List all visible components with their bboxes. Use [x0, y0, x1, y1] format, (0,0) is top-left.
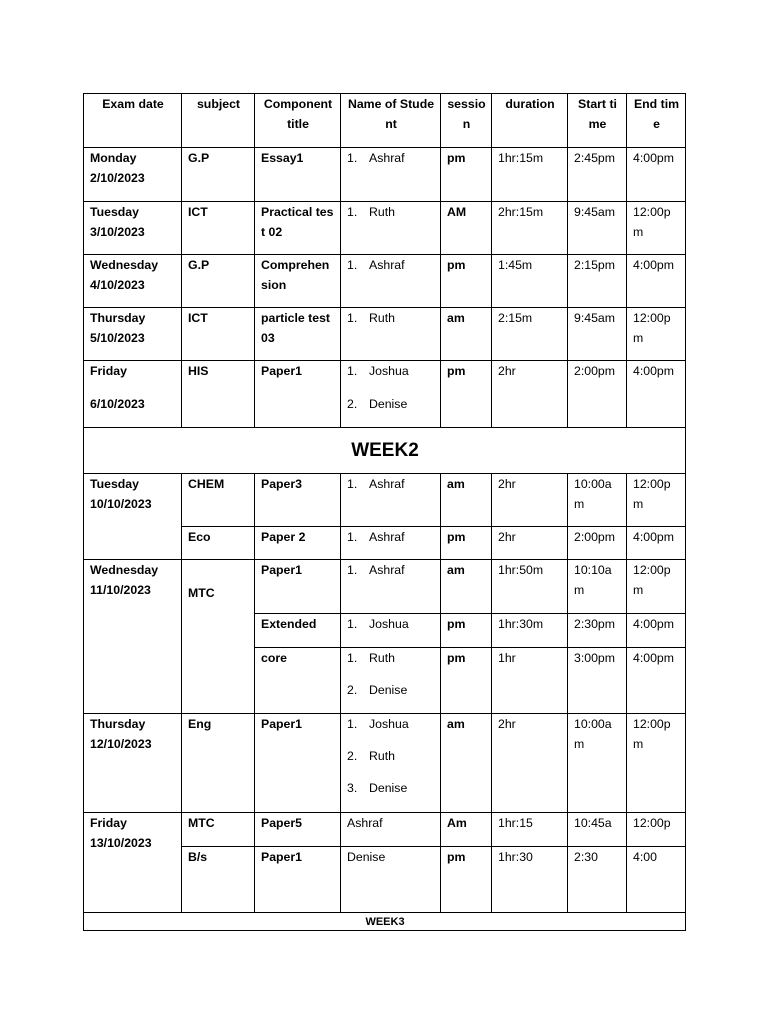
session-cell: pm — [441, 527, 492, 560]
exam-date-cell: Friday 6/10/2023 — [84, 361, 182, 428]
session-cell: AM — [441, 202, 492, 255]
student-cell: 1. Ruth 2. Denise — [341, 648, 441, 714]
component-cell: Paper1 — [255, 847, 341, 913]
student-cell: 1. Joshua 2. Ruth 3. Denise — [341, 714, 441, 813]
subject-cell: ICT — [182, 202, 255, 255]
student-cell: 1. Ashraf — [341, 527, 441, 560]
component-cell: Paper1 — [255, 714, 341, 813]
table-row — [84, 202, 686, 255]
start-time-cell: 2:00pm — [568, 527, 627, 560]
component-cell: particle test 03 — [255, 308, 341, 361]
duration-cell: 1hr — [492, 648, 568, 714]
session-cell: am — [441, 714, 492, 813]
component-cell: Essay1 — [255, 148, 341, 202]
subject-cell: G.P — [182, 148, 255, 202]
session-cell: Am — [441, 813, 492, 847]
header-start-time: Start time — [568, 94, 627, 148]
start-time-cell: 3:00pm — [568, 648, 627, 714]
student-cell: 1. Ruth — [341, 308, 441, 361]
start-time-cell: 9:45am — [568, 308, 627, 361]
table-row — [84, 560, 686, 614]
student-cell: 1. Ashraf — [341, 148, 441, 202]
end-time-cell: 4:00pm — [627, 255, 686, 308]
exam-date-cell: Thursday 12/10/2023 — [84, 714, 182, 813]
component-cell: Comprehension — [255, 255, 341, 308]
start-time-cell: 9:45am — [568, 202, 627, 255]
student-cell: 1. Joshua — [341, 614, 441, 648]
start-time-cell: 10:45a — [568, 813, 627, 847]
start-time-cell: 2:30 — [568, 847, 627, 913]
week-heading-row — [84, 428, 686, 474]
component-cell: Paper5 — [255, 813, 341, 847]
end-time-cell: 4:00pm — [627, 148, 686, 202]
header-row — [84, 94, 686, 148]
subject-cell: ICT — [182, 308, 255, 361]
duration-cell: 1hr:15m — [492, 148, 568, 202]
end-time-cell: 4:00pm — [627, 361, 686, 428]
table-row — [84, 813, 686, 847]
end-time-cell: 12:00pm — [627, 474, 686, 527]
week2-heading: WEEK2 — [84, 428, 686, 474]
table-row — [84, 361, 686, 428]
week3-heading: WEEK3 — [84, 913, 686, 931]
week-heading-row — [84, 913, 686, 931]
subject-cell: Eng — [182, 714, 255, 813]
start-time-cell: 2:15pm — [568, 255, 627, 308]
end-time-cell: 12:00p — [627, 813, 686, 847]
duration-cell: 1hr:50m — [492, 560, 568, 614]
table-row — [84, 148, 686, 202]
duration-cell: 2:15m — [492, 308, 568, 361]
student-cell: 1. Joshua 2. Denise — [341, 361, 441, 428]
table-row — [84, 308, 686, 361]
header-subject: subject — [182, 94, 255, 148]
duration-cell: 2hr — [492, 714, 568, 813]
exam-date-cell: Monday 2/10/2023 — [84, 148, 182, 202]
subject-cell: G.P — [182, 255, 255, 308]
table-row — [84, 474, 686, 527]
exam-date-cell: Wednesday 11/10/2023 — [84, 560, 182, 714]
start-time-cell: 10:00am — [568, 474, 627, 527]
end-time-cell: 12:00pm — [627, 560, 686, 614]
subject-cell: HIS — [182, 361, 255, 428]
end-time-cell: 12:00pm — [627, 308, 686, 361]
table-row — [84, 714, 686, 813]
component-cell: Extended — [255, 614, 341, 648]
session-cell: am — [441, 474, 492, 527]
student-cell: 1. Ashraf — [341, 255, 441, 308]
header-session: session — [441, 94, 492, 148]
subject-cell: Eco — [182, 527, 255, 560]
session-cell: pm — [441, 648, 492, 714]
header-student-name: Name of Student — [341, 94, 441, 148]
student-cell: Denise — [341, 847, 441, 913]
start-time-cell: 2:00pm — [568, 361, 627, 428]
component-cell: Paper3 — [255, 474, 341, 527]
header-end-time: End time — [627, 94, 686, 148]
subject-cell: CHEM — [182, 474, 255, 527]
student-cell: 1. Ashraf — [341, 560, 441, 614]
session-cell: pm — [441, 614, 492, 648]
component-cell: Paper1 — [255, 361, 341, 428]
component-cell: Paper 2 — [255, 527, 341, 560]
end-time-cell: 12:00pm — [627, 202, 686, 255]
session-cell: pm — [441, 255, 492, 308]
duration-cell: 1hr:30 — [492, 847, 568, 913]
subject-cell: MTC — [182, 813, 255, 847]
component-cell: core — [255, 648, 341, 714]
start-time-cell: 2:45pm — [568, 148, 627, 202]
session-cell: pm — [441, 361, 492, 428]
session-cell: am — [441, 560, 492, 614]
duration-cell: 1hr:15 — [492, 813, 568, 847]
start-time-cell: 10:00am — [568, 714, 627, 813]
student-cell: 1. Ashraf — [341, 474, 441, 527]
subject-cell: B/s — [182, 847, 255, 913]
duration-cell: 2hr — [492, 527, 568, 560]
session-cell: pm — [441, 847, 492, 913]
duration-cell: 2hr — [492, 361, 568, 428]
exam-date-cell: Tuesday 3/10/2023 — [84, 202, 182, 255]
exam-date-cell: Wednesday 4/10/2023 — [84, 255, 182, 308]
start-time-cell: 10:10am — [568, 560, 627, 614]
header-component-title: Component title — [255, 94, 341, 148]
end-time-cell: 12:00pm — [627, 714, 686, 813]
student-cell: Ashraf — [341, 813, 441, 847]
end-time-cell: 4:00pm — [627, 527, 686, 560]
header-duration: duration — [492, 94, 568, 148]
start-time-cell: 2:30pm — [568, 614, 627, 648]
exam-date-cell: Tuesday 10/10/2023 — [84, 474, 182, 560]
subject-cell: MTC — [182, 560, 255, 714]
table-row — [84, 255, 686, 308]
duration-cell: 1:45m — [492, 255, 568, 308]
component-cell: Practical test 02 — [255, 202, 341, 255]
duration-cell: 1hr:30m — [492, 614, 568, 648]
session-cell: pm — [441, 148, 492, 202]
end-time-cell: 4:00pm — [627, 614, 686, 648]
duration-cell: 2hr — [492, 474, 568, 527]
exam-timetable — [83, 93, 686, 931]
student-cell: 1. Ruth — [341, 202, 441, 255]
duration-cell: 2hr:15m — [492, 202, 568, 255]
session-cell: am — [441, 308, 492, 361]
header-exam-date: Exam date — [84, 94, 182, 148]
end-time-cell: 4:00pm — [627, 648, 686, 714]
exam-date-cell: Thursday 5/10/2023 — [84, 308, 182, 361]
component-cell: Paper1 — [255, 560, 341, 614]
end-time-cell: 4:00 — [627, 847, 686, 913]
exam-date-cell: Friday 13/10/2023 — [84, 813, 182, 913]
